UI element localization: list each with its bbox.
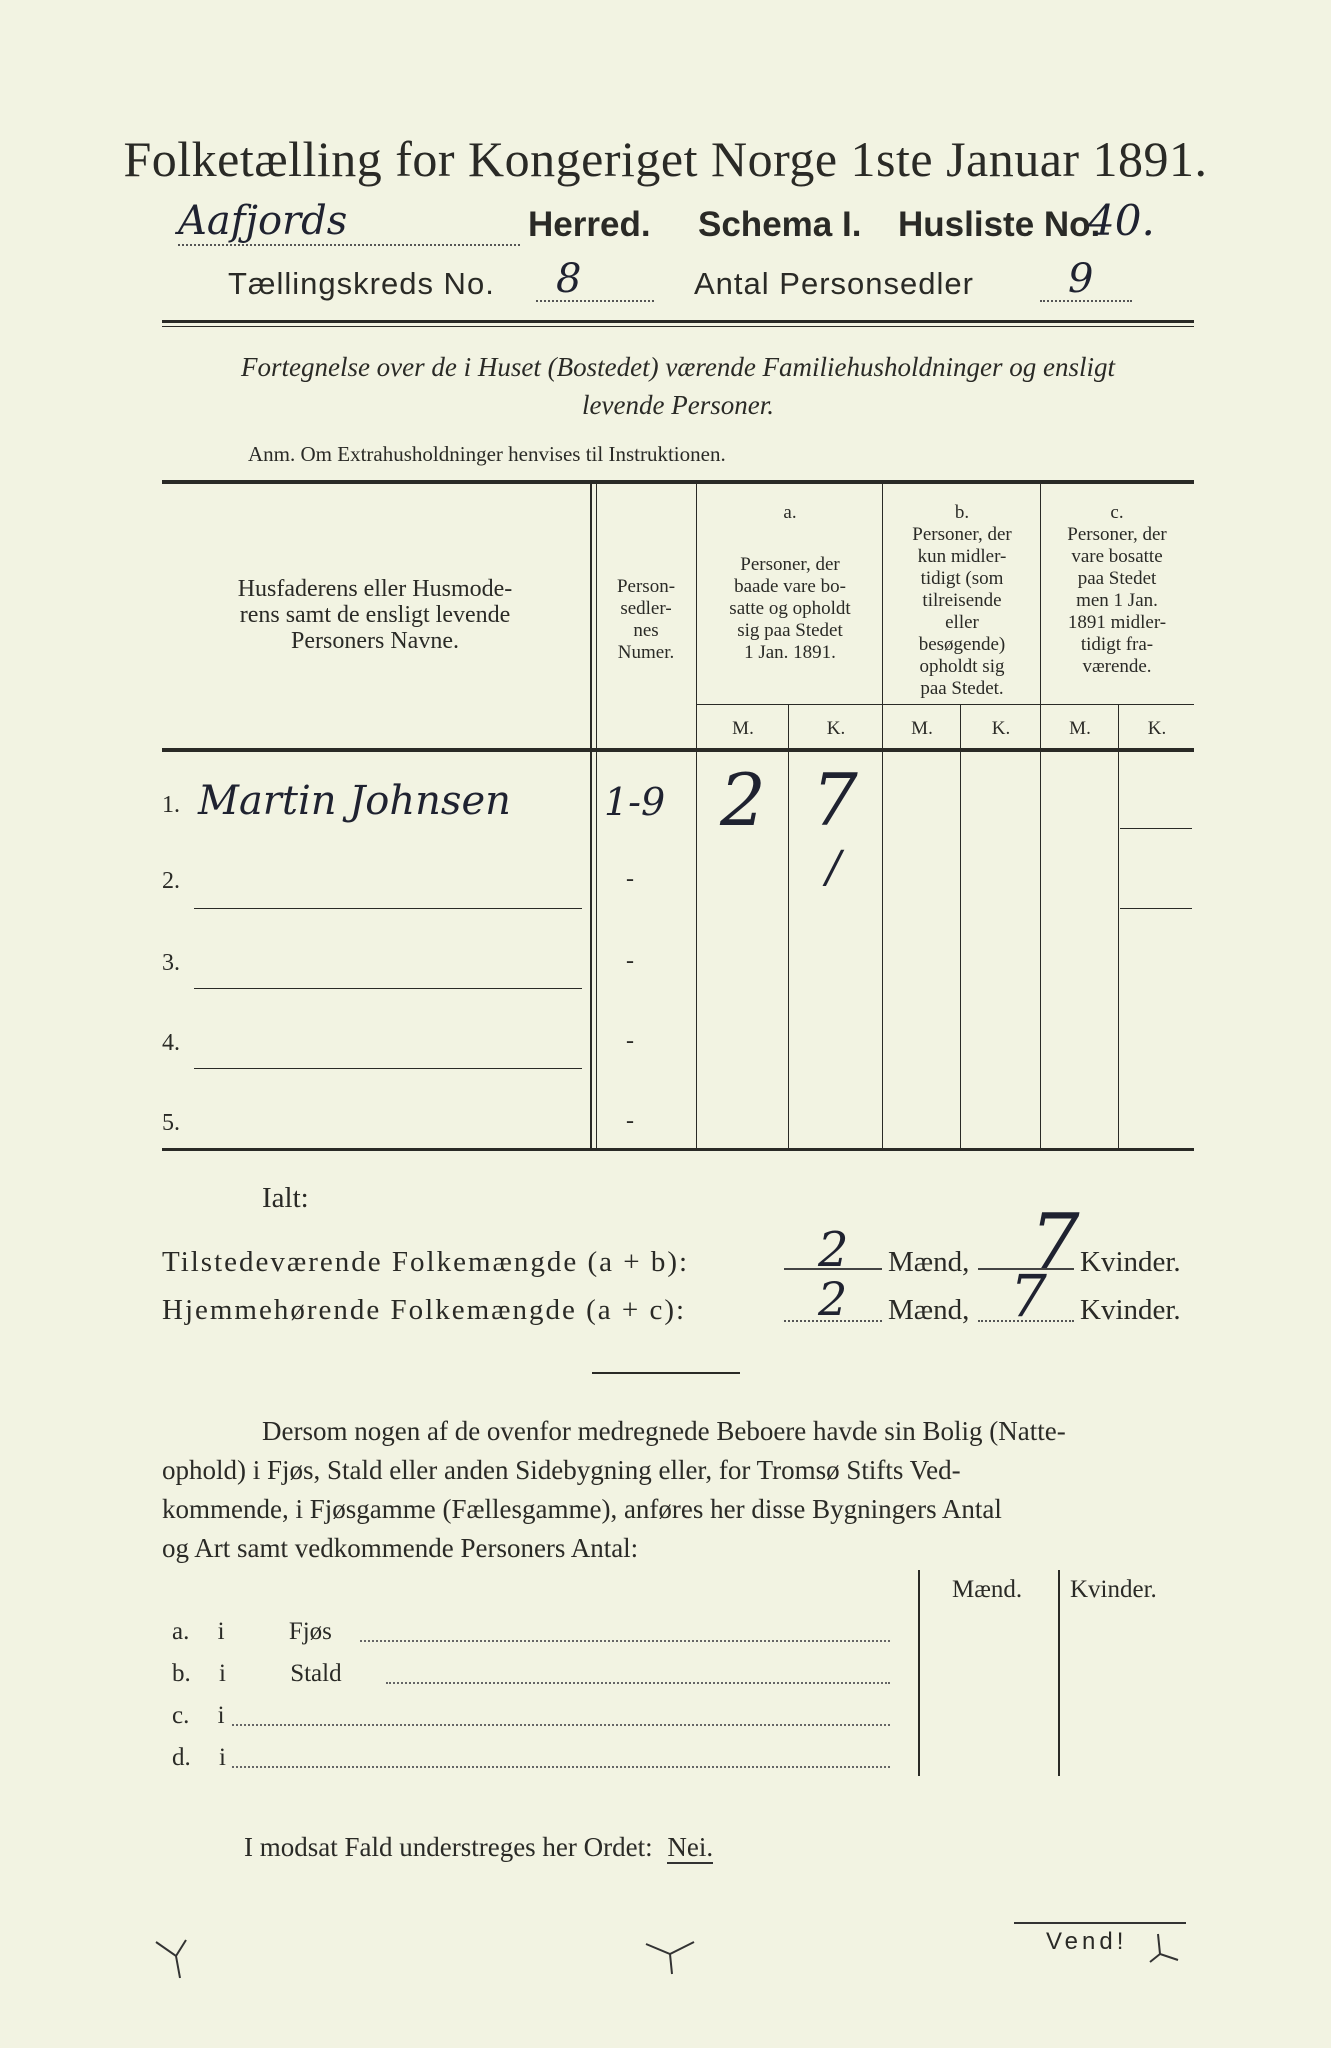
antal-label: Antal Personsedler xyxy=(694,266,974,301)
building-c-dots xyxy=(232,1724,890,1726)
herred-label: Herred. xyxy=(528,205,651,244)
col-c-line4: men 1 Jan. xyxy=(1076,590,1158,611)
col-c-line2: vare bosatte xyxy=(1071,546,1163,567)
tilstede-kvinder-label: Kvinder. xyxy=(1080,1246,1181,1278)
header-rule-thin xyxy=(162,326,1194,327)
para-line1: Dersom nogen af de ovenfor medregnede Beboere havde sin Bolig (Natte- xyxy=(262,1416,1066,1446)
col-c-line5: 1891 midler- xyxy=(1067,612,1167,633)
tilstede-maend-label: Mænd, xyxy=(888,1246,970,1278)
corner-mark-right-icon xyxy=(1148,1930,1188,1970)
building-b-row xyxy=(172,1660,342,1688)
row-5-number: 5. xyxy=(162,1110,180,1136)
kreds-label: Tællingskreds No. xyxy=(228,266,495,301)
tilstede-maend-line xyxy=(784,1268,882,1270)
col-b-line4: tilreisende xyxy=(922,590,1002,611)
row-5-personsedler: - xyxy=(626,1108,634,1134)
antal-value: 9 xyxy=(1068,256,1094,302)
tilstede-kvinder-value: 7 xyxy=(1030,1198,1080,1288)
col-b-header xyxy=(884,502,1040,700)
tilstede-label: Tilstedeværende Folkemængde (a + b): xyxy=(162,1246,690,1278)
col-divider-2 xyxy=(696,484,697,1150)
table-bottom-rule xyxy=(162,1148,1194,1151)
hjemme-maend-value: 2 xyxy=(818,1272,848,1326)
buildings-divider-2 xyxy=(1058,1570,1060,1776)
para-line4: og Art samt vedkommende Personers Antal: xyxy=(162,1533,639,1563)
building-d-dots xyxy=(232,1766,890,1768)
row-2-number: 2. xyxy=(162,868,180,894)
header-rule xyxy=(162,320,1194,323)
col-divider-ck xyxy=(1118,704,1119,1150)
col-num-header xyxy=(598,576,694,664)
husliste-value: 40. xyxy=(1088,196,1155,245)
para-line3: kommende, i Fjøsgamme (Fællesgamme), anføres her disse Bygningers Antal xyxy=(162,1494,1002,1524)
row-4-personsedler: - xyxy=(626,1028,634,1054)
form-title: Folketælling for Kongeriget Norge 1ste Januar 1891. xyxy=(123,131,1208,187)
mk-top-rule xyxy=(696,704,1194,705)
schema-label: Schema I. xyxy=(698,205,862,244)
col-c-line1: Personer, der xyxy=(1067,524,1167,545)
col-a-line4: sig paa Stedet xyxy=(737,620,843,641)
col-divider-1 xyxy=(590,484,592,1150)
col-a-line5: 1 Jan. 1891. xyxy=(744,642,836,663)
ck-rule-2 xyxy=(1120,908,1192,909)
building-c-letter: c. xyxy=(172,1702,190,1729)
building-b-i: i xyxy=(219,1660,226,1687)
husliste-label: Husliste No. xyxy=(898,205,1101,244)
col-a-line2: baade vare bo- xyxy=(734,576,846,597)
tilstede-maend-value: 2 xyxy=(818,1222,849,1278)
col-divider-ak xyxy=(788,704,789,1150)
col-b-line1: Personer, der xyxy=(912,524,1012,545)
intro-line1: Fortegnelse over de i Huset (Bostedet) værende Familiehusholdninger og ensligt xyxy=(240,352,1116,382)
a-m-label: M. xyxy=(732,718,754,739)
buildings-divider-1 xyxy=(918,1570,920,1776)
building-d-letter: d. xyxy=(172,1744,191,1771)
col-b-line6: besøgende) xyxy=(918,634,1006,655)
building-a-label: Fjøs xyxy=(288,1618,332,1645)
col-a-letter: a. xyxy=(783,502,797,523)
hjemme-kvinder-label: Kvinder. xyxy=(1080,1294,1181,1326)
row-2-personsedler: - xyxy=(626,866,634,892)
row-1-name: Martin Johnsen xyxy=(198,778,511,824)
row-3-number: 3. xyxy=(162,950,180,976)
building-a-i: i xyxy=(217,1618,225,1645)
col-a-line3: satte og opholdt xyxy=(729,598,851,619)
building-c-row xyxy=(172,1702,225,1730)
col-c-header xyxy=(1042,502,1192,678)
col-num-line4: Numer. xyxy=(617,642,675,663)
corner-mark-left-icon xyxy=(152,1934,202,1984)
footer-prefix: I modsat Fald understreges her Ordet: xyxy=(244,1832,653,1862)
antal-dotline xyxy=(1040,300,1132,302)
col-num-line2: sedler- xyxy=(620,598,672,619)
building-d-row xyxy=(172,1744,226,1772)
row-1-number: 1. xyxy=(162,792,180,818)
col-divider-1b xyxy=(596,484,597,1150)
corner-mark-center-icon xyxy=(640,1934,700,1978)
building-b-dots xyxy=(386,1682,890,1684)
col-num-line3: nes xyxy=(633,620,659,641)
col-b-line5: eller xyxy=(945,612,979,633)
ialt-label: Ialt: xyxy=(262,1182,309,1214)
col-c-line6: tidigt fra- xyxy=(1080,634,1154,655)
col-c-line3: paa Stedet xyxy=(1077,568,1157,589)
row-3-rule xyxy=(194,988,582,989)
herred-value: Aafjords xyxy=(178,198,348,244)
col-name-line2: rens samt de ensligt levende xyxy=(239,602,511,628)
ck-rule-1 xyxy=(1120,828,1192,829)
b-k-label: K. xyxy=(991,718,1011,739)
row-3-personsedler: - xyxy=(626,948,634,974)
building-a-letter: a. xyxy=(172,1618,190,1645)
row-1-a-m: 2 xyxy=(720,758,766,842)
col-b-line2: kun midler- xyxy=(917,546,1007,567)
hjemme-maend-label: Mænd, xyxy=(888,1294,970,1326)
herred-dotline xyxy=(178,244,520,246)
a-k-label: K. xyxy=(826,718,846,739)
col-divider-3 xyxy=(882,484,883,1150)
col-b-line3: tidigt (som xyxy=(920,568,1004,589)
separator-rule xyxy=(592,1372,740,1374)
vend-rule xyxy=(1014,1922,1186,1924)
footer-line xyxy=(244,1832,713,1863)
col-b-letter: b. xyxy=(954,502,970,523)
building-d-i: i xyxy=(219,1744,226,1771)
hjemme-kvinder-value: 7 xyxy=(1010,1262,1047,1330)
hjemme-label: Hjemmehørende Folkemængde (a + c): xyxy=(162,1294,687,1326)
col-b-line7: opholdt sig xyxy=(919,656,1005,677)
col-divider-bk xyxy=(960,704,961,1150)
row-4-number: 4. xyxy=(162,1030,180,1056)
col-divider-4 xyxy=(1040,484,1041,1150)
row-1-a-k: 7 xyxy=(812,758,858,842)
col-a-line1: Personer, der xyxy=(740,554,840,575)
building-a-row xyxy=(172,1618,332,1646)
col-a-header xyxy=(700,502,880,664)
building-c-i: i xyxy=(217,1702,225,1729)
kreds-value: 8 xyxy=(556,256,582,302)
col-b-line8: paa Stedet. xyxy=(920,678,1004,699)
b-m-label: M. xyxy=(911,718,933,739)
buildings-paragraph xyxy=(162,1412,1196,1568)
intro-line2: levende Personer. xyxy=(582,390,774,420)
col-name-header xyxy=(170,576,580,654)
c-m-label: M. xyxy=(1069,718,1091,739)
hjemme-maend-line xyxy=(784,1320,882,1322)
footer-nei: Nei. xyxy=(667,1832,714,1862)
table-header-rule xyxy=(162,748,1194,752)
hjemme-kvinder-line xyxy=(978,1320,1074,1322)
col-c-line7: værende. xyxy=(1082,656,1152,677)
kreds-dotline xyxy=(536,300,654,302)
row-2-a-k: / xyxy=(826,842,841,893)
building-a-dots xyxy=(360,1640,890,1642)
vend-label: Vend! xyxy=(1046,1928,1128,1955)
col-name-line3: Personers Navne. xyxy=(291,628,459,654)
c-k-label: K. xyxy=(1147,718,1167,739)
buildings-maend-header: Mænd. xyxy=(952,1576,1023,1603)
row-1-personsedler: 1-9 xyxy=(604,780,666,824)
col-name-line1: Husfaderens eller Husmode- xyxy=(237,576,513,602)
row-4-rule xyxy=(194,1068,582,1069)
col-num-line1: Person- xyxy=(616,576,676,597)
col-c-letter: c. xyxy=(1110,502,1124,523)
buildings-kvinder-header: Kvinder. xyxy=(1070,1576,1157,1603)
building-b-label: Stald xyxy=(290,1660,342,1687)
anm-note: Anm. Om Extrahusholdninger henvises til Instruktionen. xyxy=(248,442,726,466)
building-b-letter: b. xyxy=(172,1660,191,1687)
para-line2: ophold) i Fjøs, Stald eller anden Sidebygning eller, for Tromsø Stifts Ved- xyxy=(162,1455,961,1485)
row-2-rule xyxy=(194,908,582,909)
